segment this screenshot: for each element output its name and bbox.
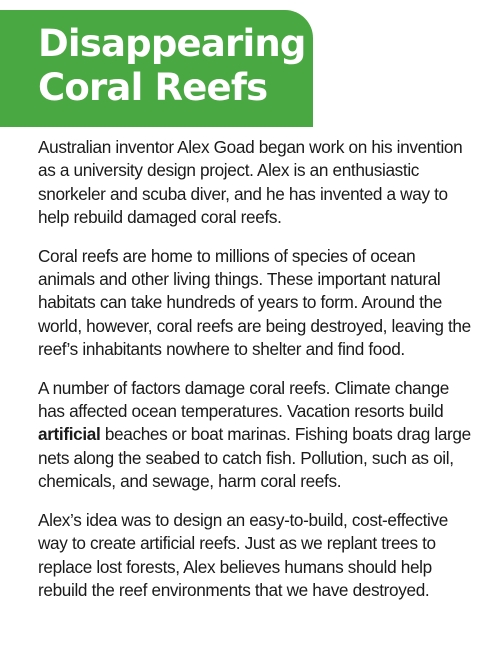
paragraph-3-end: beaches or boat marinas. Fishing boats drag large nets along the seabed to catch fish. Pollution, such as oil, chemicals, and sewage, harm coral reefs. <box>38 424 471 492</box>
title-banner <box>0 10 313 127</box>
bold-term: artificial <box>38 424 101 445</box>
page-title <box>38 22 313 110</box>
title-line-1: Disappearing <box>38 22 306 65</box>
paragraph-3-start: A number of factors damage coral reefs. Climate change has affected ocean temperatures. Vacation resorts build <box>38 377 450 422</box>
paragraph-2: Coral reefs are home to millions of species of ocean animals and other living things. These important natural habitats can take hundreds of years to form. Around the world, however, coral reefs are being destroyed, leaving the reef’s inhabitants nowhere to shelter and find food. <box>38 245 471 360</box>
paragraph-4: Alex’s idea was to design an easy-to-build, cost-effective way to create artificial reefs. Just as we replant trees to replace lost forests, Alex believes humans should help rebuild the reef environments that we have destroyed. <box>38 509 448 600</box>
paragraph-3 <box>38 377 474 494</box>
paragraph-1: Australian inventor Alex Goad began work on his invention as a university design project. Alex is an enthusiastic snorkeler and scuba diver, and he has invented a way to help rebuild damaged coral reefs. <box>38 137 463 228</box>
title-line-2: Coral Reefs <box>38 66 268 109</box>
article-body <box>38 136 474 617</box>
